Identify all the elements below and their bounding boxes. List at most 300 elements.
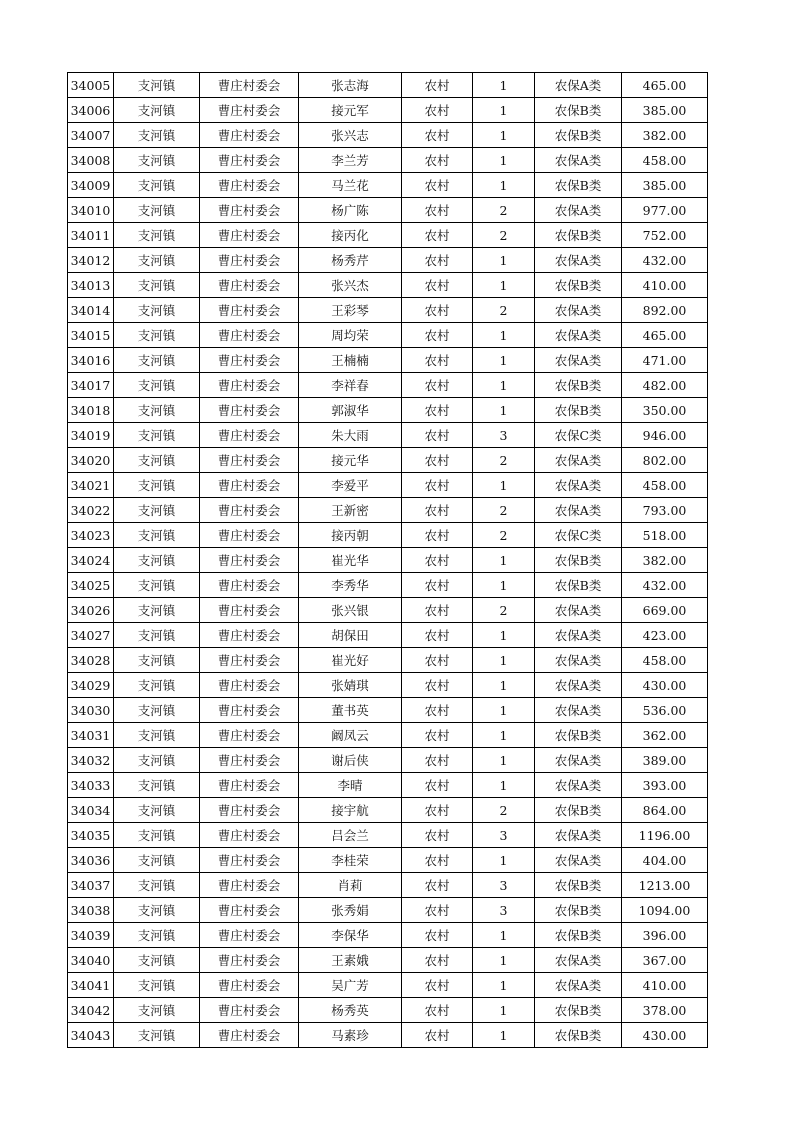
- insurance-category-cell: 农保A类: [535, 973, 622, 998]
- table-row: [68, 148, 708, 173]
- name-cell: 王楠楠: [299, 348, 402, 373]
- insurance-category-cell: 农保A类: [535, 498, 622, 523]
- name-cell: 李兰芳: [299, 148, 402, 173]
- area-type-cell: 农村: [402, 773, 473, 798]
- area-type-cell: 农村: [402, 598, 473, 623]
- town-cell: 支河镇: [114, 573, 200, 598]
- village-cell: 曹庄村委会: [200, 623, 299, 648]
- insurance-category-cell: 农保A类: [535, 73, 622, 98]
- name-cell: 马素珍: [299, 1023, 402, 1048]
- member-count-cell: 1: [473, 348, 535, 373]
- row-id-cell: 34032: [68, 748, 114, 773]
- member-count-cell: 1: [473, 573, 535, 598]
- row-id-cell: 34012: [68, 248, 114, 273]
- table-row: [68, 173, 708, 198]
- row-id-cell: 34029: [68, 673, 114, 698]
- town-cell: 支河镇: [114, 398, 200, 423]
- table-row: [68, 798, 708, 823]
- table-row: [68, 423, 708, 448]
- area-type-cell: 农村: [402, 498, 473, 523]
- row-id-cell: 34006: [68, 98, 114, 123]
- member-count-cell: 1: [473, 773, 535, 798]
- amount-cell: 432.00: [622, 248, 708, 273]
- member-count-cell: 3: [473, 898, 535, 923]
- insurance-category-cell: 农保B类: [535, 898, 622, 923]
- village-cell: 曹庄村委会: [200, 973, 299, 998]
- town-cell: 支河镇: [114, 523, 200, 548]
- amount-cell: 892.00: [622, 298, 708, 323]
- area-type-cell: 农村: [402, 148, 473, 173]
- amount-cell: 362.00: [622, 723, 708, 748]
- member-count-cell: 1: [473, 973, 535, 998]
- member-count-cell: 2: [473, 798, 535, 823]
- member-count-cell: 1: [473, 473, 535, 498]
- table-row: [68, 348, 708, 373]
- town-cell: 支河镇: [114, 873, 200, 898]
- town-cell: 支河镇: [114, 73, 200, 98]
- row-id-cell: 34019: [68, 423, 114, 448]
- table-row: [68, 273, 708, 298]
- area-type-cell: 农村: [402, 873, 473, 898]
- insurance-category-cell: 农保B类: [535, 173, 622, 198]
- area-type-cell: 农村: [402, 73, 473, 98]
- name-cell: 接元华: [299, 448, 402, 473]
- member-count-cell: 1: [473, 148, 535, 173]
- row-id-cell: 34043: [68, 1023, 114, 1048]
- town-cell: 支河镇: [114, 423, 200, 448]
- amount-cell: 458.00: [622, 148, 708, 173]
- village-cell: 曹庄村委会: [200, 923, 299, 948]
- amount-cell: 385.00: [622, 173, 708, 198]
- amount-cell: 410.00: [622, 973, 708, 998]
- name-cell: 李晴: [299, 773, 402, 798]
- town-cell: 支河镇: [114, 498, 200, 523]
- area-type-cell: 农村: [402, 523, 473, 548]
- member-count-cell: 3: [473, 873, 535, 898]
- amount-cell: 382.00: [622, 548, 708, 573]
- area-type-cell: 农村: [402, 323, 473, 348]
- amount-cell: 423.00: [622, 623, 708, 648]
- village-cell: 曹庄村委会: [200, 873, 299, 898]
- area-type-cell: 农村: [402, 298, 473, 323]
- name-cell: 接丙化: [299, 223, 402, 248]
- insurance-category-cell: 农保A类: [535, 198, 622, 223]
- area-type-cell: 农村: [402, 723, 473, 748]
- amount-cell: 465.00: [622, 323, 708, 348]
- village-cell: 曹庄村委会: [200, 373, 299, 398]
- amount-cell: 482.00: [622, 373, 708, 398]
- row-id-cell: 34037: [68, 873, 114, 898]
- member-count-cell: 1: [473, 173, 535, 198]
- name-cell: 肖莉: [299, 873, 402, 898]
- area-type-cell: 农村: [402, 348, 473, 373]
- row-id-cell: 34034: [68, 798, 114, 823]
- name-cell: 胡保田: [299, 623, 402, 648]
- row-id-cell: 34028: [68, 648, 114, 673]
- member-count-cell: 1: [473, 998, 535, 1023]
- insurance-category-cell: 农保B类: [535, 723, 622, 748]
- insurance-category-cell: 农保B类: [535, 548, 622, 573]
- village-cell: 曹庄村委会: [200, 173, 299, 198]
- member-count-cell: 3: [473, 823, 535, 848]
- village-cell: 曹庄村委会: [200, 473, 299, 498]
- area-type-cell: 农村: [402, 398, 473, 423]
- row-id-cell: 34017: [68, 373, 114, 398]
- insurance-category-cell: 农保B类: [535, 998, 622, 1023]
- insurance-category-cell: 农保B类: [535, 123, 622, 148]
- area-type-cell: 农村: [402, 548, 473, 573]
- row-id-cell: 34030: [68, 698, 114, 723]
- table-row: [68, 873, 708, 898]
- town-cell: 支河镇: [114, 98, 200, 123]
- name-cell: 崔光华: [299, 548, 402, 573]
- table-row: [68, 473, 708, 498]
- table-row: [68, 723, 708, 748]
- area-type-cell: 农村: [402, 373, 473, 398]
- amount-cell: 410.00: [622, 273, 708, 298]
- row-id-cell: 34027: [68, 623, 114, 648]
- row-id-cell: 34021: [68, 473, 114, 498]
- name-cell: 周均荣: [299, 323, 402, 348]
- town-cell: 支河镇: [114, 373, 200, 398]
- town-cell: 支河镇: [114, 998, 200, 1023]
- area-type-cell: 农村: [402, 223, 473, 248]
- member-count-cell: 1: [473, 623, 535, 648]
- insurance-category-cell: 农保A类: [535, 598, 622, 623]
- area-type-cell: 农村: [402, 448, 473, 473]
- village-cell: 曹庄村委会: [200, 523, 299, 548]
- town-cell: 支河镇: [114, 773, 200, 798]
- member-count-cell: 1: [473, 923, 535, 948]
- insurance-category-cell: 农保B类: [535, 923, 622, 948]
- member-count-cell: 1: [473, 673, 535, 698]
- row-id-cell: 34040: [68, 948, 114, 973]
- table-row: [68, 398, 708, 423]
- town-cell: 支河镇: [114, 898, 200, 923]
- area-type-cell: 农村: [402, 98, 473, 123]
- amount-cell: 1094.00: [622, 898, 708, 923]
- insurance-category-cell: 农保B类: [535, 398, 622, 423]
- member-count-cell: 1: [473, 548, 535, 573]
- row-id-cell: 34008: [68, 148, 114, 173]
- insurance-category-cell: 农保A类: [535, 748, 622, 773]
- village-cell: 曹庄村委会: [200, 723, 299, 748]
- village-cell: 曹庄村委会: [200, 348, 299, 373]
- village-cell: 曹庄村委会: [200, 248, 299, 273]
- member-count-cell: 2: [473, 448, 535, 473]
- row-id-cell: 34007: [68, 123, 114, 148]
- village-cell: 曹庄村委会: [200, 573, 299, 598]
- village-cell: 曹庄村委会: [200, 598, 299, 623]
- amount-cell: 350.00: [622, 398, 708, 423]
- insurance-category-cell: 农保A类: [535, 448, 622, 473]
- insurance-category-cell: 农保A类: [535, 948, 622, 973]
- name-cell: 张兴志: [299, 123, 402, 148]
- row-id-cell: 34023: [68, 523, 114, 548]
- insurance-category-cell: 农保B类: [535, 98, 622, 123]
- insurance-category-cell: 农保A类: [535, 298, 622, 323]
- town-cell: 支河镇: [114, 198, 200, 223]
- amount-cell: 977.00: [622, 198, 708, 223]
- town-cell: 支河镇: [114, 298, 200, 323]
- village-cell: 曹庄村委会: [200, 73, 299, 98]
- town-cell: 支河镇: [114, 598, 200, 623]
- town-cell: 支河镇: [114, 923, 200, 948]
- name-cell: 谢后侠: [299, 748, 402, 773]
- town-cell: 支河镇: [114, 798, 200, 823]
- insurance-category-cell: 农保C类: [535, 523, 622, 548]
- row-id-cell: 34009: [68, 173, 114, 198]
- area-type-cell: 农村: [402, 923, 473, 948]
- village-cell: 曹庄村委会: [200, 823, 299, 848]
- row-id-cell: 34031: [68, 723, 114, 748]
- amount-cell: 458.00: [622, 473, 708, 498]
- name-cell: 杨广陈: [299, 198, 402, 223]
- village-cell: 曹庄村委会: [200, 548, 299, 573]
- name-cell: 张志海: [299, 73, 402, 98]
- insurance-category-cell: 农保A类: [535, 323, 622, 348]
- name-cell: 阚凤云: [299, 723, 402, 748]
- area-type-cell: 农村: [402, 973, 473, 998]
- amount-cell: 536.00: [622, 698, 708, 723]
- table-row: [68, 498, 708, 523]
- member-count-cell: 1: [473, 323, 535, 348]
- member-count-cell: 1: [473, 723, 535, 748]
- table-row: [68, 323, 708, 348]
- name-cell: 张秀娟: [299, 898, 402, 923]
- name-cell: 郭淑华: [299, 398, 402, 423]
- table-row: [68, 898, 708, 923]
- village-cell: 曹庄村委会: [200, 648, 299, 673]
- area-type-cell: 农村: [402, 748, 473, 773]
- row-id-cell: 34036: [68, 848, 114, 873]
- area-type-cell: 农村: [402, 473, 473, 498]
- table-row: [68, 223, 708, 248]
- row-id-cell: 34020: [68, 448, 114, 473]
- amount-cell: 389.00: [622, 748, 708, 773]
- row-id-cell: 34042: [68, 998, 114, 1023]
- row-id-cell: 34024: [68, 548, 114, 573]
- member-count-cell: 2: [473, 198, 535, 223]
- row-id-cell: 34022: [68, 498, 114, 523]
- town-cell: 支河镇: [114, 748, 200, 773]
- amount-cell: 946.00: [622, 423, 708, 448]
- town-cell: 支河镇: [114, 973, 200, 998]
- member-count-cell: 2: [473, 223, 535, 248]
- town-cell: 支河镇: [114, 1023, 200, 1048]
- name-cell: 王素娥: [299, 948, 402, 973]
- name-cell: 接元军: [299, 98, 402, 123]
- member-count-cell: 1: [473, 948, 535, 973]
- member-count-cell: 1: [473, 748, 535, 773]
- row-id-cell: 34039: [68, 923, 114, 948]
- member-count-cell: 2: [473, 498, 535, 523]
- table-row: [68, 648, 708, 673]
- amount-cell: 458.00: [622, 648, 708, 673]
- amount-cell: 393.00: [622, 773, 708, 798]
- table-row: [68, 973, 708, 998]
- insurance-category-cell: 农保A类: [535, 698, 622, 723]
- name-cell: 李秀华: [299, 573, 402, 598]
- village-cell: 曹庄村委会: [200, 223, 299, 248]
- area-type-cell: 农村: [402, 248, 473, 273]
- name-cell: 朱大雨: [299, 423, 402, 448]
- village-cell: 曹庄村委会: [200, 773, 299, 798]
- town-cell: 支河镇: [114, 473, 200, 498]
- area-type-cell: 农村: [402, 173, 473, 198]
- row-id-cell: 34026: [68, 598, 114, 623]
- village-cell: 曹庄村委会: [200, 798, 299, 823]
- name-cell: 董书英: [299, 698, 402, 723]
- village-cell: 曹庄村委会: [200, 298, 299, 323]
- name-cell: 张婧琪: [299, 673, 402, 698]
- area-type-cell: 农村: [402, 948, 473, 973]
- member-count-cell: 1: [473, 1023, 535, 1048]
- village-cell: 曹庄村委会: [200, 398, 299, 423]
- insurance-category-cell: 农保A类: [535, 623, 622, 648]
- name-cell: 张兴杰: [299, 273, 402, 298]
- table-row: [68, 748, 708, 773]
- table-row: [68, 823, 708, 848]
- table-row: [68, 773, 708, 798]
- row-id-cell: 34041: [68, 973, 114, 998]
- amount-cell: 752.00: [622, 223, 708, 248]
- member-count-cell: 1: [473, 848, 535, 873]
- row-id-cell: 34010: [68, 198, 114, 223]
- amount-cell: 367.00: [622, 948, 708, 973]
- insurance-category-cell: 农保B类: [535, 223, 622, 248]
- name-cell: 王新密: [299, 498, 402, 523]
- insurance-category-cell: 农保C类: [535, 423, 622, 448]
- area-type-cell: 农村: [402, 423, 473, 448]
- row-id-cell: 34038: [68, 898, 114, 923]
- insurance-category-cell: 农保B类: [535, 373, 622, 398]
- town-cell: 支河镇: [114, 173, 200, 198]
- member-count-cell: 2: [473, 598, 535, 623]
- area-type-cell: 农村: [402, 823, 473, 848]
- member-count-cell: 1: [473, 373, 535, 398]
- name-cell: 李桂荣: [299, 848, 402, 873]
- area-type-cell: 农村: [402, 698, 473, 723]
- name-cell: 李爱平: [299, 473, 402, 498]
- row-id-cell: 34025: [68, 573, 114, 598]
- village-cell: 曹庄村委会: [200, 1023, 299, 1048]
- amount-cell: 471.00: [622, 348, 708, 373]
- amount-cell: 802.00: [622, 448, 708, 473]
- village-cell: 曹庄村委会: [200, 198, 299, 223]
- amount-cell: 793.00: [622, 498, 708, 523]
- table-row: [68, 298, 708, 323]
- village-cell: 曹庄村委会: [200, 448, 299, 473]
- insurance-category-cell: 农保A类: [535, 848, 622, 873]
- area-type-cell: 农村: [402, 573, 473, 598]
- village-cell: 曹庄村委会: [200, 748, 299, 773]
- table-row: [68, 673, 708, 698]
- town-cell: 支河镇: [114, 323, 200, 348]
- member-count-cell: 2: [473, 523, 535, 548]
- row-id-cell: 34005: [68, 73, 114, 98]
- town-cell: 支河镇: [114, 548, 200, 573]
- village-cell: 曹庄村委会: [200, 323, 299, 348]
- area-type-cell: 农村: [402, 1023, 473, 1048]
- table-row: [68, 548, 708, 573]
- row-id-cell: 34033: [68, 773, 114, 798]
- insurance-category-cell: 农保A类: [535, 648, 622, 673]
- area-type-cell: 农村: [402, 798, 473, 823]
- table-row: [68, 573, 708, 598]
- member-count-cell: 1: [473, 273, 535, 298]
- row-id-cell: 34011: [68, 223, 114, 248]
- insurance-category-cell: 农保A类: [535, 348, 622, 373]
- member-count-cell: 1: [473, 698, 535, 723]
- village-cell: 曹庄村委会: [200, 673, 299, 698]
- name-cell: 张兴银: [299, 598, 402, 623]
- town-cell: 支河镇: [114, 698, 200, 723]
- table-row: [68, 248, 708, 273]
- name-cell: 接丙朝: [299, 523, 402, 548]
- village-cell: 曹庄村委会: [200, 898, 299, 923]
- village-cell: 曹庄村委会: [200, 148, 299, 173]
- table-row: [68, 698, 708, 723]
- amount-cell: 382.00: [622, 123, 708, 148]
- village-cell: 曹庄村委会: [200, 98, 299, 123]
- insurance-category-cell: 农保A类: [535, 473, 622, 498]
- area-type-cell: 农村: [402, 673, 473, 698]
- row-id-cell: 34014: [68, 298, 114, 323]
- name-cell: 接宇航: [299, 798, 402, 823]
- area-type-cell: 农村: [402, 623, 473, 648]
- area-type-cell: 农村: [402, 898, 473, 923]
- town-cell: 支河镇: [114, 223, 200, 248]
- table-row: [68, 923, 708, 948]
- name-cell: 李保华: [299, 923, 402, 948]
- name-cell: 崔光好: [299, 648, 402, 673]
- amount-cell: 864.00: [622, 798, 708, 823]
- table-row: [68, 948, 708, 973]
- area-type-cell: 农村: [402, 123, 473, 148]
- data-table: [67, 72, 708, 1048]
- insurance-category-cell: 农保B类: [535, 1023, 622, 1048]
- area-type-cell: 农村: [402, 273, 473, 298]
- insurance-category-cell: 农保A类: [535, 148, 622, 173]
- member-count-cell: 1: [473, 648, 535, 673]
- table-row: [68, 998, 708, 1023]
- name-cell: 杨秀芹: [299, 248, 402, 273]
- table-row: [68, 448, 708, 473]
- name-cell: 王彩琴: [299, 298, 402, 323]
- member-count-cell: 1: [473, 398, 535, 423]
- amount-cell: 396.00: [622, 923, 708, 948]
- name-cell: 吴广芳: [299, 973, 402, 998]
- town-cell: 支河镇: [114, 823, 200, 848]
- town-cell: 支河镇: [114, 623, 200, 648]
- village-cell: 曹庄村委会: [200, 273, 299, 298]
- member-count-cell: 1: [473, 123, 535, 148]
- town-cell: 支河镇: [114, 348, 200, 373]
- table-row: [68, 373, 708, 398]
- village-cell: 曹庄村委会: [200, 998, 299, 1023]
- table-row: [68, 98, 708, 123]
- town-cell: 支河镇: [114, 123, 200, 148]
- amount-cell: 378.00: [622, 998, 708, 1023]
- insurance-category-cell: 农保B类: [535, 798, 622, 823]
- town-cell: 支河镇: [114, 848, 200, 873]
- town-cell: 支河镇: [114, 673, 200, 698]
- table-row: [68, 123, 708, 148]
- amount-cell: 1213.00: [622, 873, 708, 898]
- village-cell: 曹庄村委会: [200, 123, 299, 148]
- table-row: [68, 1023, 708, 1048]
